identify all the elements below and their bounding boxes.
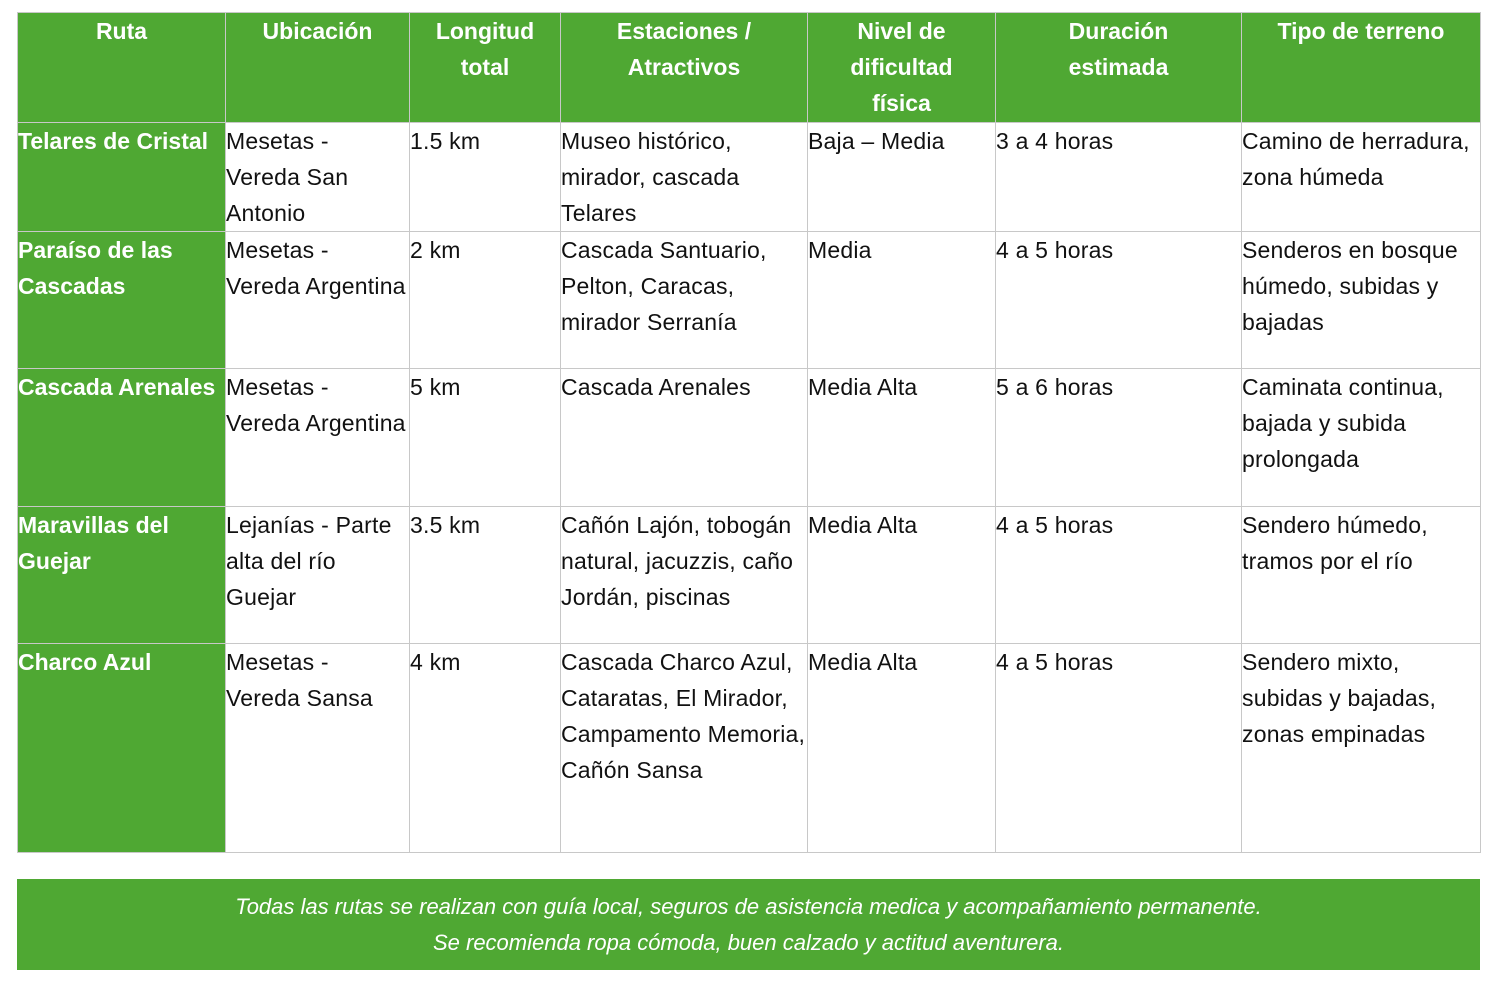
duration-cell: 4 a 5 horas — [996, 232, 1242, 369]
header-nivel: Nivel de dificultad física — [808, 13, 996, 123]
difficulty-cell: Baja – Media — [808, 123, 996, 232]
location-cell: Mesetas - Vereda Sansa — [226, 644, 410, 853]
duration-cell: 4 a 5 horas — [996, 507, 1242, 644]
table-row — [18, 369, 1481, 507]
stations-cell: Cascada Charco Azul, Cataratas, El Mirador, Campamento Memoria, Cañón Sansa — [561, 644, 808, 853]
location-cell: Mesetas - Vereda Argentina — [226, 232, 410, 369]
table-row — [18, 507, 1481, 644]
terrain-cell: Camino de herradura, zona húmeda — [1242, 123, 1481, 232]
difficulty-cell: Media Alta — [808, 644, 996, 853]
length-cell: 2 km — [410, 232, 561, 369]
footer-note — [17, 879, 1480, 970]
table-row — [18, 644, 1481, 853]
header-duracion: Duración estimada — [996, 13, 1242, 123]
routes-table — [17, 12, 1481, 853]
terrain-cell: Sendero mixto, subidas y bajadas, zonas empinadas — [1242, 644, 1481, 853]
location-cell: Lejanías - Parte alta del río Guejar — [226, 507, 410, 644]
route-name: Charco Azul — [18, 644, 226, 853]
table-row — [18, 123, 1481, 232]
length-cell: 4 km — [410, 644, 561, 853]
location-cell: Mesetas - Vereda Argentina — [226, 369, 410, 507]
route-name: Cascada Arenales — [18, 369, 226, 507]
difficulty-cell: Media — [808, 232, 996, 369]
route-name: Paraíso de las Cascadas — [18, 232, 226, 369]
location-cell: Mesetas - Vereda San Antonio — [226, 123, 410, 232]
footer-line-guides: Todas las rutas se realizan con guía local, seguros de asistencia medica y acompañamiento permanente. — [235, 894, 1262, 919]
stations-cell: Cañón Lajón, tobogán natural, jacuzzis, caño Jordán, piscinas — [561, 507, 808, 644]
table-row — [18, 232, 1481, 369]
difficulty-cell: Media Alta — [808, 369, 996, 507]
stations-cell: Cascada Santuario, Pelton, Caracas, mirador Serranía — [561, 232, 808, 369]
duration-cell: 4 a 5 horas — [996, 644, 1242, 853]
duration-cell: 5 a 6 horas — [996, 369, 1242, 507]
header-terreno: Tipo de terreno — [1242, 13, 1481, 123]
stations-cell: Cascada Arenales — [561, 369, 808, 507]
header-row — [18, 13, 1481, 123]
stations-cell: Museo histórico, mirador, cascada Telares — [561, 123, 808, 232]
header-ubicacion: Ubicación — [226, 13, 410, 123]
header-ruta: Ruta — [18, 13, 226, 123]
footer-line-recommendation: Se recomienda ropa cómoda, buen calzado y actitud aventurera. — [432, 930, 1065, 955]
difficulty-cell: Media Alta — [808, 507, 996, 644]
length-cell: 5 km — [410, 369, 561, 507]
route-name: Maravillas del Guejar — [18, 507, 226, 644]
route-name: Telares de Cristal — [18, 123, 226, 232]
terrain-cell: Caminata continua, bajada y subida prolongada — [1242, 369, 1481, 507]
length-cell: 3.5 km — [410, 507, 561, 644]
duration-cell: 3 a 4 horas — [996, 123, 1242, 232]
terrain-cell: Sendero húmedo, tramos por el río — [1242, 507, 1481, 644]
length-cell: 1.5 km — [410, 123, 561, 232]
header-estaciones: Estaciones / Atractivos — [561, 13, 808, 123]
header-longitud: Longitud total — [410, 13, 561, 123]
terrain-cell: Senderos en bosque húmedo, subidas y bajadas — [1242, 232, 1481, 369]
